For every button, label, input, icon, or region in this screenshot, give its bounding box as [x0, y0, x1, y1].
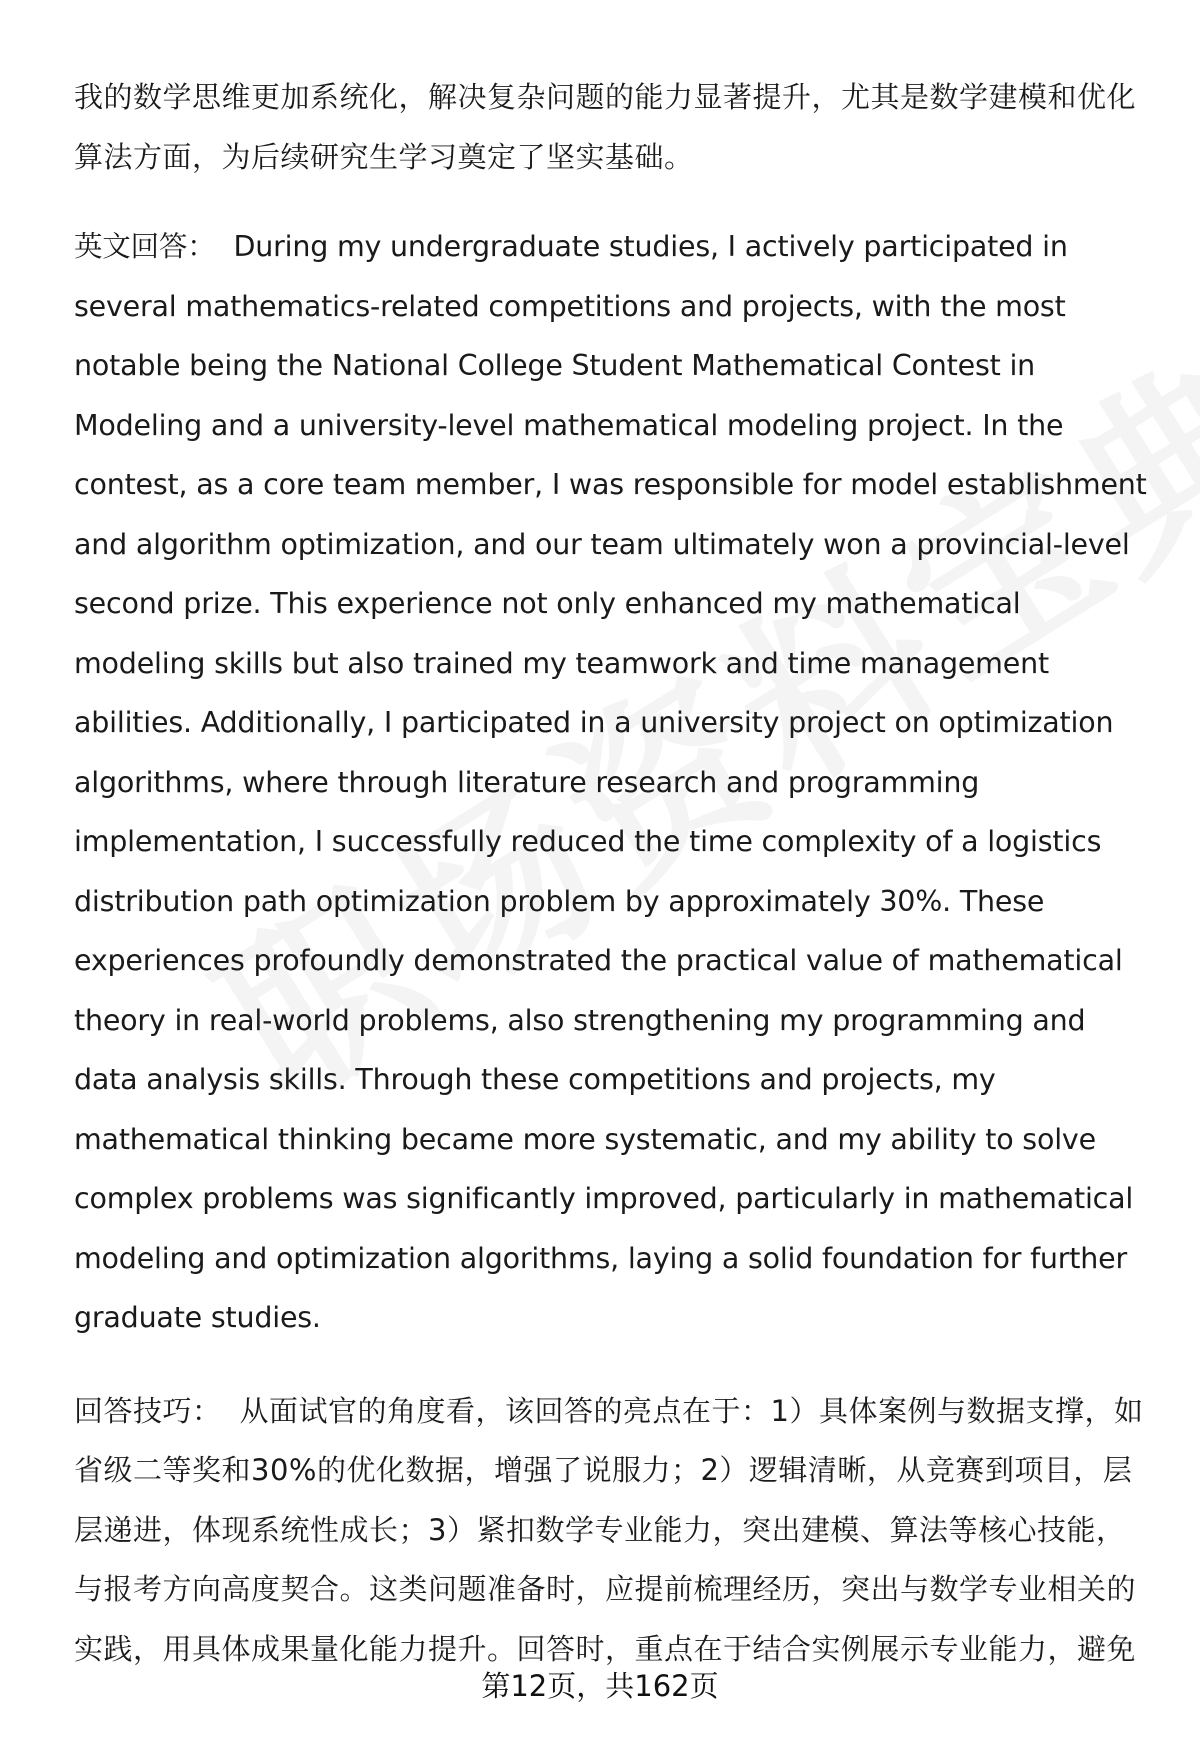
page-number-footer: 第12页，共162页: [481, 1669, 719, 1703]
answer-tips-text: 从面试官的角度看，该回答的亮点在于：1）具体案例与数据支撑，如省级二等奖和30%的优化数据，增强了说服力；2）逻辑清晰，从竞赛到项目，层层递进，体现系统性成长；3）紧扣数学专业能力，突出建模、算法等核心技能，与报考方向高度契合。这类问题准备时，应提前梳理经历，突出与数学专业相关的实践，用具体成果量化能力提升。回答时，重点在于结合实例展示专业能力，避免: [74, 1393, 1144, 1666]
page-content: [74, 68, 1154, 1679]
answer-tips-paragraph: [74, 1382, 1154, 1680]
english-answer-label: 英文回答：: [74, 230, 216, 263]
answer-tips-label: 回答技巧：: [74, 1393, 222, 1428]
english-answer-text: During my undergraduate studies, I actively participated in several mathematics-related competitions and projects, with the most notable being the National College Student Mathematical Contest in Modeling and a university-level mathematical modeling project. In the contest, as a core team member, I was responsible for model establishment and algorithm optimization, and our team ultimately won a provincial-level second prize. This experience not only enhanced my mathematical modeling skills but also trained my teamwork and time management abilities. Additionally, I participated in a university project on optimization algorithms, where through literature research and programming implementation, I successfully reduced the time complexity of a logistics distribution path optimization problem by approximately 30%. These experiences profoundly demonstrated the practical value of mathematical theory in real-world problems, also strengthening my programming and data analysis skills. Through these competitions and projects, my mathematical thinking became more systematic, and my ability to solve complex problems was significantly improved, particularly in mathematical modeling and optimization algorithms, laying a solid foundation for further graduate studies.: [74, 230, 1147, 1334]
continuation-paragraph: 我的数学思维更加系统化，解决复杂问题的能力显著提升，尤其是数学建模和优化算法方面，为后续研究生学习奠定了坚实基础。: [74, 80, 1137, 174]
english-answer-paragraph: [74, 217, 1154, 1348]
